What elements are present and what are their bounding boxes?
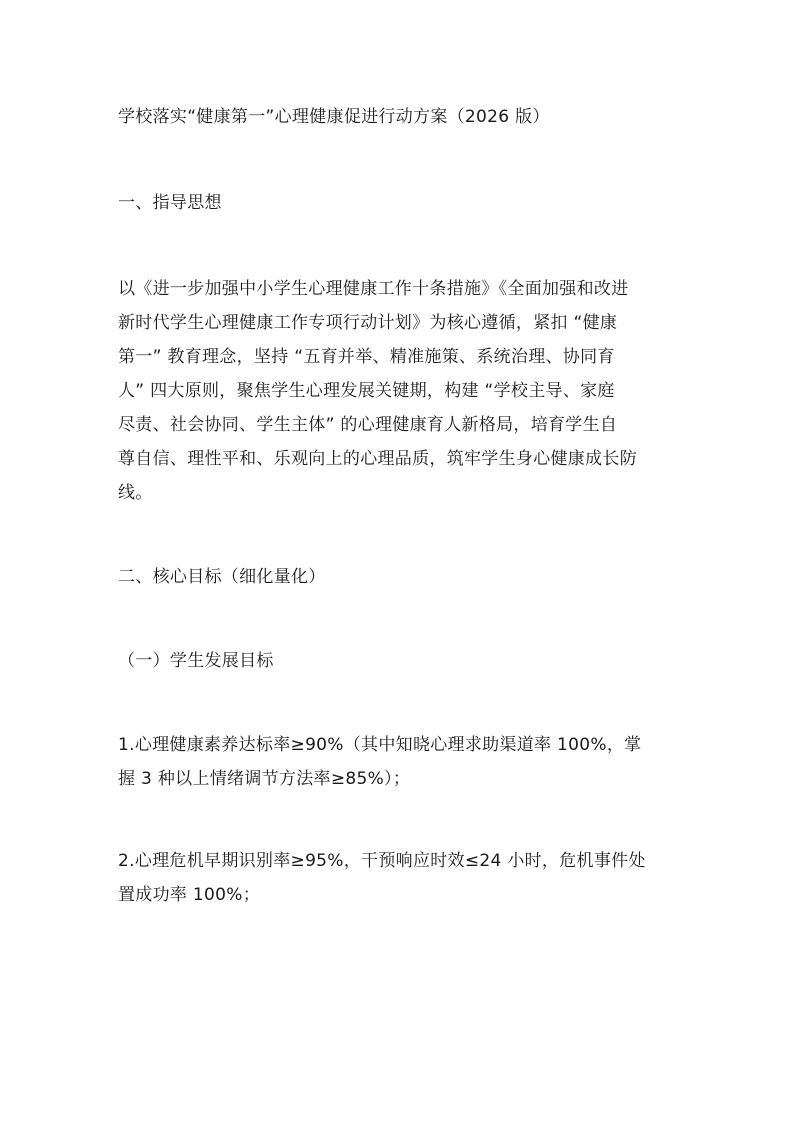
paragraph-line: 尊自信、理性平和、乐观向上的心理品质，筑牢学生身心健康成长防 bbox=[118, 449, 637, 469]
paragraph-line: 线。 bbox=[118, 483, 153, 503]
subheading-student-goals: （一）学生发展目标 bbox=[118, 651, 274, 671]
goal-item-1 bbox=[118, 728, 684, 796]
paragraph-line: 人” 四大原则，聚焦学生心理发展关键期，构建 “学校主导、家庭 bbox=[118, 381, 615, 401]
paragraph-line: 第一” 教育理念，坚持 “五育并举、精准施策、系统治理、协同育 bbox=[118, 347, 615, 367]
goal-item-line: 握 3 种以上情绪调节方法率≥85%）； bbox=[118, 769, 411, 789]
document-body bbox=[118, 100, 684, 960]
goal-item-2 bbox=[118, 844, 684, 912]
goal-item-line: 1.心理健康素养达标率≥90%（其中知晓心理求助渠道率 100%，掌 bbox=[118, 735, 642, 755]
guiding-ideology-paragraph bbox=[118, 272, 684, 510]
paragraph-line: 尽责、社会协同、学生主体” 的心理健康育人新格局，培育学生自 bbox=[118, 415, 618, 435]
section-heading-guiding-ideology: 一、指导思想 bbox=[118, 193, 222, 213]
goal-item-line: 置成功率 100%； bbox=[118, 885, 261, 905]
paragraph-line: 以《进一步加强中小学生心理健康工作十条措施》《全面加强和改进 bbox=[118, 279, 629, 299]
document-title: 学校落实“健康第一”心理健康促进行动方案（2026 版） bbox=[118, 107, 550, 127]
section-heading-core-goals: 二、核心目标（细化量化） bbox=[118, 567, 326, 587]
goal-item-line: 2.心理危机早期识别率≥95%，干预响应时效≤24 小时，危机事件处 bbox=[118, 851, 646, 871]
paragraph-line: 新时代学生心理健康工作专项行动计划》为核心遵循，紧扣 “健康 bbox=[118, 313, 618, 333]
